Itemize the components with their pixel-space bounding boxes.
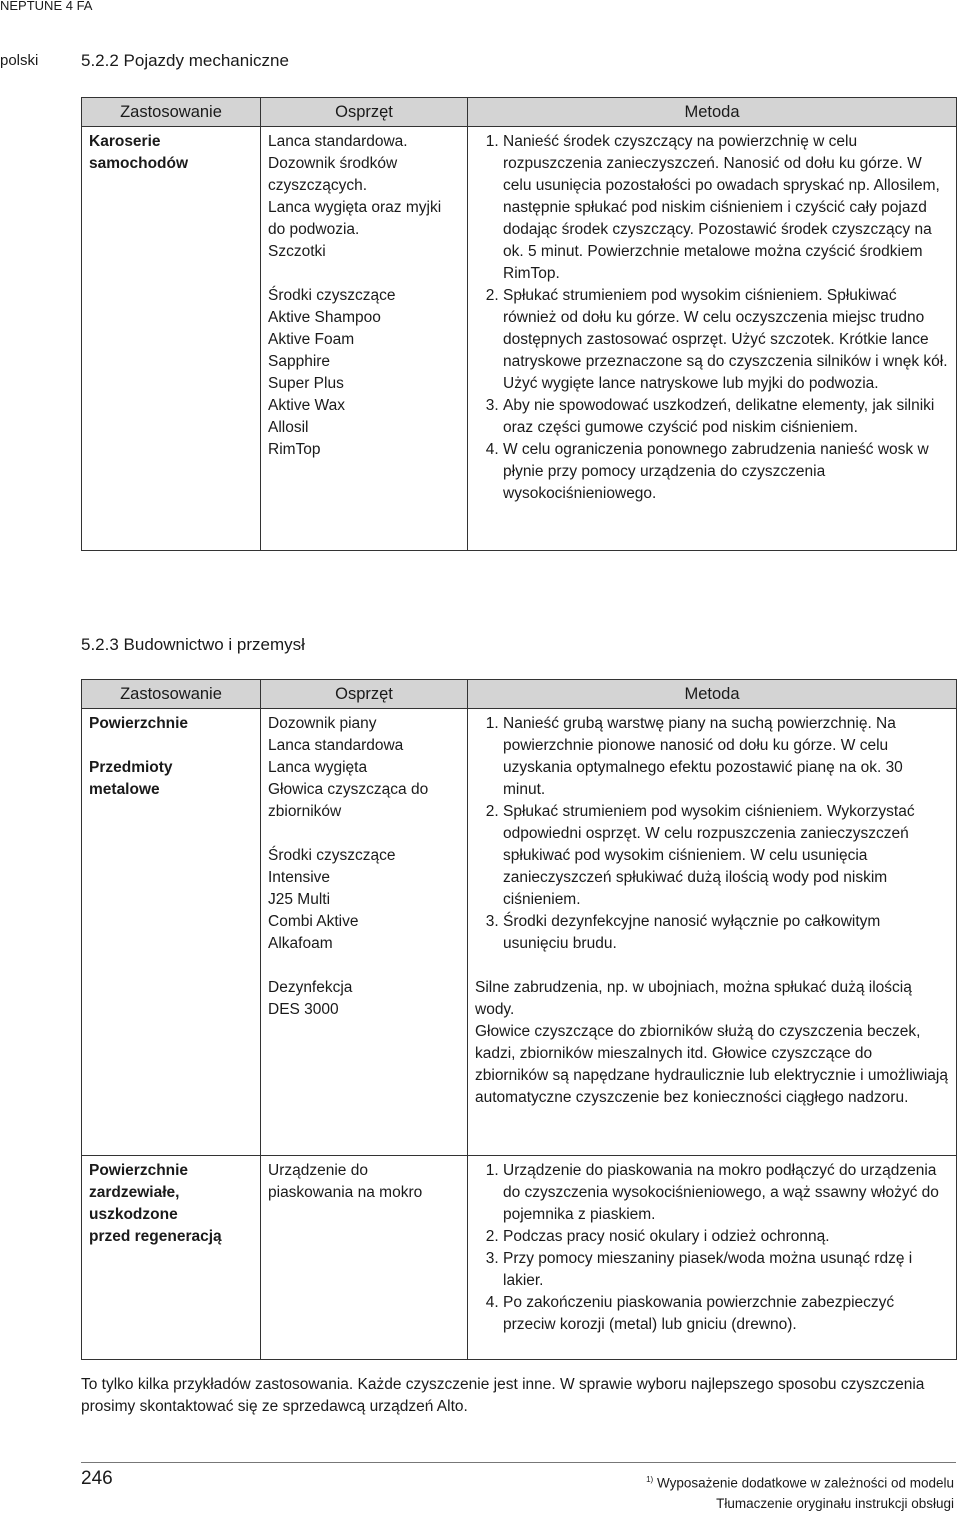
construction-table xyxy=(81,679,957,1360)
cell-line: Przedmioty xyxy=(89,759,173,776)
cell-line: Super Plus xyxy=(268,375,344,392)
equipment-cell xyxy=(261,127,468,551)
footnote xyxy=(646,1470,954,1514)
section-title-vehicles: 5.2.2 Pojazdy mechaniczne xyxy=(81,51,289,70)
cell-line: samochodów xyxy=(89,155,189,172)
cell-line: Lanca standardowa xyxy=(268,737,404,754)
cell-line: Sapphire xyxy=(268,353,331,370)
cell-line: Allosil xyxy=(268,419,309,436)
column-header: Metoda xyxy=(468,680,957,709)
equipment-cell xyxy=(261,709,468,1156)
cell-line xyxy=(268,263,460,285)
cell-line: Szczotki xyxy=(268,243,326,260)
cell-line: RimTop xyxy=(268,441,321,458)
method-steps xyxy=(475,713,949,955)
translation-note: Tłumaczenie oryginału instrukcji obsługi xyxy=(716,1495,954,1511)
application-cell xyxy=(82,1156,261,1360)
cell-line: Lanca wygięta xyxy=(268,759,368,776)
application-cell xyxy=(82,709,261,1156)
cell-line: Dozownik środków xyxy=(268,155,398,172)
application-cell xyxy=(82,127,261,551)
column-header: Metoda xyxy=(468,98,957,127)
method-step: 2. Spłukać strumieniem pod wysokim ciśnieniem. Wykorzystać odpowiedni osprzęt. W celu rozpuszczenia zanieczyszczeń spłukiwać pod wysokim ciśnieniem. W celu usunięcia zanieczyszczeń spłukiwać dużą ilością wody pod niskim ciśnieniem. xyxy=(503,801,949,911)
column-header: Zastosowanie xyxy=(82,98,261,127)
section-title-construction: 5.2.3 Budownictwo i przemysł xyxy=(81,635,305,654)
column-header: Zastosowanie xyxy=(82,680,261,709)
cell-line: Intensive xyxy=(268,869,331,886)
footer-divider xyxy=(81,1462,956,1463)
footnote-text: Wyposażenie dodatkowe w zależności od modelu xyxy=(656,1475,954,1491)
cell-line: do podwozia. xyxy=(268,221,360,238)
cell-line: Karoserie xyxy=(89,133,161,150)
equipment-cell xyxy=(261,1156,468,1360)
method-step: 2. Spłukać strumieniem pod wysokim ciśnieniem. Spłukiwać również od dołu ku górze. W celu oczyszczenia miejsc trudno dostępnych zastosować osprzęt. Użyć szczotek. Krótkie lance natryskowe przeznaczone są do czyszczenia silników i wnęk kół. Użyć wygięte lance natryskowe lub myjki do podwozia. xyxy=(503,285,949,395)
column-header: Osprzęt xyxy=(261,680,468,709)
cell-line: Aktive Foam xyxy=(268,331,355,348)
footnote-marker: 1) xyxy=(646,1475,654,1484)
cell-line: Środki czyszczące xyxy=(268,847,396,864)
cell-line xyxy=(89,735,253,757)
column-header: Osprzęt xyxy=(261,98,468,127)
cell-line: Środki czyszczące xyxy=(268,287,396,304)
table-row xyxy=(82,127,957,551)
cell-line: Dozownik piany xyxy=(268,715,377,732)
cell-line: Alkafoam xyxy=(268,935,333,952)
cell-line xyxy=(268,955,460,977)
cell-line: przed regeneracją xyxy=(89,1228,222,1245)
table-header-row xyxy=(82,98,957,127)
cell-line: Lanca wygięta oraz myjki xyxy=(268,199,442,216)
cell-line: metalowe xyxy=(89,781,160,798)
table-header-row xyxy=(82,680,957,709)
language-label: polski xyxy=(0,52,39,69)
cell-line: zbiorników xyxy=(268,803,342,820)
cell-line xyxy=(268,823,460,845)
cell-line: czyszczących. xyxy=(268,177,368,194)
method-note: Silne zabrudzenia, np. w ubojniach, można spłukać dużą ilością wody. xyxy=(475,979,912,1018)
cell-line: Dezynfekcja xyxy=(268,979,353,996)
method-steps xyxy=(475,1160,949,1336)
cell-line: Urządzenie do xyxy=(268,1162,368,1179)
method-steps xyxy=(475,131,949,505)
cell-line: zardzewiałe, xyxy=(89,1184,180,1201)
table-row xyxy=(82,1156,957,1360)
method-step: 4. Po zakończeniu piaskowania powierzchnie zabezpieczyć przeciw korozji (metal) lub gniciu (drewno). xyxy=(503,1292,949,1336)
method-cell xyxy=(468,709,957,1156)
method-step: 4. W celu ograniczenia ponownego zabrudzenia nanieść wosk w płynie przy pomocy urządzenia do czyszczenia wysokociśnieniowego. xyxy=(503,439,949,505)
cell-line: uszkodzone xyxy=(89,1206,178,1223)
cell-line: DES 3000 xyxy=(268,1001,339,1018)
cell-line: Aktive Shampoo xyxy=(268,309,381,326)
cell-line: piaskowania na mokro xyxy=(268,1184,423,1201)
cell-line: Powierzchnie xyxy=(89,1162,189,1179)
cell-line: Combi Aktive xyxy=(268,913,359,930)
cell-line: Lanca standardowa. xyxy=(268,133,408,150)
table-row xyxy=(82,709,957,1156)
cell-line: Głowica czyszcząca do xyxy=(268,781,429,798)
method-cell xyxy=(468,1156,957,1360)
page-number: 246 xyxy=(81,1468,113,1489)
model-name: NEPTUNE 4 FA xyxy=(0,0,93,13)
method-step: 1. Nanieść grubą warstwę piany na suchą powierzchnię. Na powierzchnie pionowe nanosić od dołu ku górze. W celu uzyskania optymalnego efektu pozostawić pianę na ok. 30 minut. xyxy=(503,713,949,801)
method-step: 3. Przy pomocy mieszaniny piasek/woda można usunąć rdzę i lakier. xyxy=(503,1248,949,1292)
method-note: Głowice czyszczące do zbiorników służą do czyszczenia beczek, kadzi, zbiorników mieszalnych itd. Głowice czyszczące do zbiorników są napędzane hydraulicznie lub elektrycznie i umożliwiają automatyczne czyszczenie bez konieczności ciągłego nadzoru. xyxy=(475,1023,948,1106)
method-step: 1. Urządzenie do piaskowania na mokro podłączyć do urządzenia do czyszczenia wysokociśnieniowego, a wąż ssawny włożyć do pojemnika z piaskiem. xyxy=(503,1160,949,1226)
method-cell xyxy=(468,127,957,551)
cell-line: Aktive Wax xyxy=(268,397,345,414)
method-step: 3. Środki dezynfekcyjne nanosić wyłącznie po całkowitym usunięciu brudu. xyxy=(503,911,949,955)
cell-line: J25 Multi xyxy=(268,891,331,908)
footer-note: To tylko kilka przykładów zastosowania. Każde czyszczenie jest inne. W sprawie wyboru najlepszego sposobu czyszczenia prosimy skontaktować się ze sprzedawcą urządzeń Alto. xyxy=(81,1376,925,1415)
method-step: 1. Nanieść środek czyszczący na powierzchnię w celu rozpuszczenia zanieczyszczeń. Nanosić od dołu ku górze. W celu usunięcia pozostałości po owadach spryskać np. Allosilem, następnie spłukać pod niskim ciśnieniem i czyścić cały pojazd dodając środek czyszczący. Pozostawić środek czyszczący na ok. 5 minut. Powierzchnie metalowe można czyścić środkiem RimTop. xyxy=(503,131,949,285)
cell-line: Powierzchnie xyxy=(89,715,189,732)
method-step: 3. Aby nie spowodować uszkodzeń, delikatne elementy, jak silniki oraz części gumowe czyścić pod niskim ciśnieniem. xyxy=(503,395,949,439)
method-step: 2. Podczas pracy nosić okulary i odzież ochronną. xyxy=(503,1226,949,1248)
vehicles-table xyxy=(81,97,957,551)
